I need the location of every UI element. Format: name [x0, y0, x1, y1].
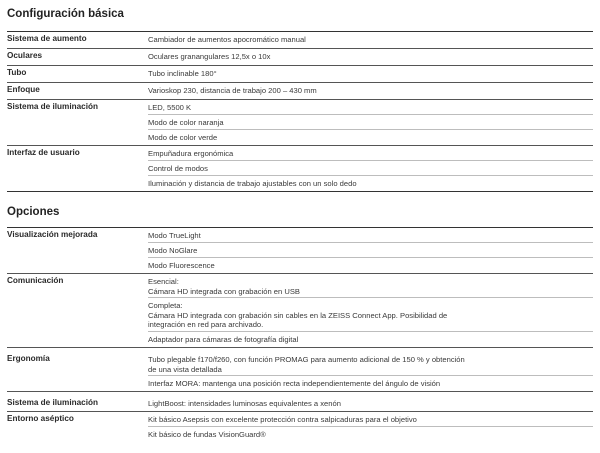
spec-value: LED, 5500 K [148, 100, 593, 115]
spec-value: Modo de color naranja [148, 115, 593, 130]
spec-row-visualizacion-mejorada [7, 228, 593, 274]
spec-label: Enfoque [7, 85, 40, 94]
spec-value: Interfaz MORA: mantenga una posición recta independientemente del ángulo de visión [148, 379, 441, 388]
spec-label: Interfaz de usuario [7, 148, 80, 157]
spec-value: Tubo plegable f170/f260, con función PROMAG para aumento adicional de 150 % y obtención de una vista detallada [148, 352, 593, 376]
spec-row-comunicacion [7, 274, 593, 348]
spec-value: Oculares granangulares 12,5x o 10x [148, 52, 271, 61]
spec-label: Entorno aséptico [7, 414, 74, 423]
spec-row-interfaz-de-usuario [7, 146, 593, 192]
spec-row-sistema-de-iluminacion [7, 100, 593, 146]
spec-label: Visualización mejorada [7, 230, 98, 239]
spec-value: Empuñadura ergonómica [148, 146, 593, 161]
spec-value: Modo NoGlare [148, 243, 593, 258]
spec-label: Sistema de aumento [7, 34, 87, 43]
spec-value: Cambiador de aumentos apocromático manual [148, 35, 306, 44]
section-title: Opciones [7, 206, 60, 218]
spec-label: Oculares [7, 51, 43, 60]
spec-row-ergonomia [7, 352, 593, 392]
spec-label: Ergonomía [7, 354, 50, 363]
spec-label: Tubo [7, 68, 27, 77]
spec-value: Modo Fluorescence [148, 261, 215, 270]
spec-value: Varioskop 230, distancia de trabajo 200 – 430 mm [148, 86, 317, 95]
spec-row-sistema-de-aumento [7, 32, 593, 49]
section-basic-config [7, 7, 593, 192]
spec-row-entorno-aseptico [7, 412, 593, 442]
section-options [7, 205, 593, 442]
spec-value: Control de modos [148, 161, 593, 176]
spec-value: LightBoost: intensidades luminosas equivalentes a xenón [148, 399, 341, 408]
spec-row-tubo [7, 66, 593, 83]
spec-value: Completa: Cámara HD integrada con grabación sin cables en la ZEISS Connect App. Posibilidad de integración en red para archivado. [148, 298, 593, 332]
spec-row-enfoque [7, 83, 593, 100]
spec-label: Sistema de iluminación [7, 102, 98, 111]
spec-value: Kit básico de fundas VisionGuard® [148, 430, 266, 439]
spec-label: Sistema de iluminación [7, 398, 98, 407]
spec-row-oculares [7, 49, 593, 66]
spec-value: Modo de color verde [148, 133, 218, 142]
spec-value: Iluminación y distancia de trabajo ajustables con un solo dedo [148, 179, 357, 188]
spec-row-sistema-de-iluminacion-opciones [7, 396, 593, 412]
section-title: Configuración básica [7, 8, 124, 20]
spec-value: Tubo inclinable 180° [148, 69, 217, 78]
spec-value: Kit básico Asepsis con excelente protección contra salpicaduras para el objetivo [148, 412, 593, 427]
spec-value: Adaptador para cámaras de fotografía digital [148, 335, 299, 344]
spec-label: Comunicación [7, 276, 64, 285]
spec-value: Modo TrueLight [148, 228, 593, 243]
spec-value: Esencial: Cámara HD integrada con grabación en USB [148, 274, 593, 298]
